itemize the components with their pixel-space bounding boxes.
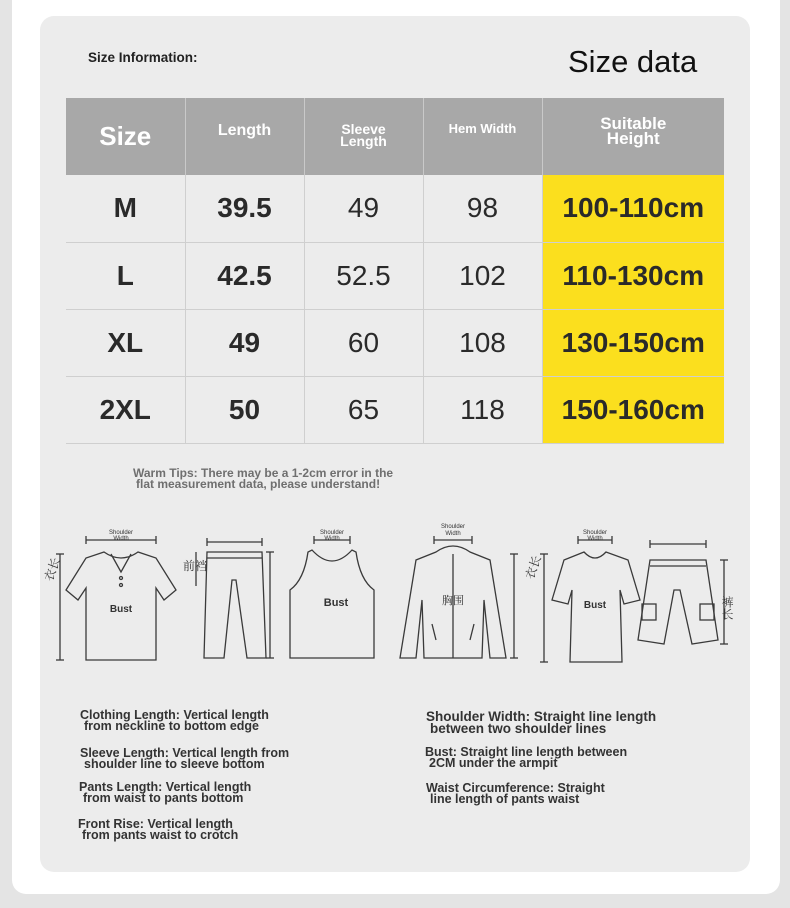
header-sleeve-line1: Sleeve [341,121,386,137]
header-hem-width: Hem Width [423,98,542,175]
cell-height: 130-150cm [542,309,724,376]
cell-size: 2XL [66,376,185,443]
cell-length: 39.5 [185,175,304,242]
zip-jacket-illustration [400,524,518,658]
def-sleeve-line1: Sleeve Length: Vertical length from [80,746,290,760]
cell-height: 110-130cm [542,242,724,309]
def-clothing-line2: from neckline to bottom edge [84,719,260,733]
cell-hem: 98 [423,175,542,242]
cell-length: 42.5 [185,242,304,309]
shoulder-width-label-2: Width [324,536,340,542]
header-suitable-line1: Suitable [600,113,667,133]
chest-cn-label: 胸围 [442,595,464,607]
warm-tips-line2: flat measurement data, please understand! [136,477,381,491]
header-suitable-height [542,98,724,175]
def-waist [426,783,605,805]
pants-length-cn-label: 裤长 [720,596,734,620]
size-information-label: Size Information: [88,50,198,65]
def-clothing-length [80,710,269,732]
tank-top-illustration [290,530,374,658]
cell-height: 150-160cm [542,376,724,443]
def-shoulder-line1: Shoulder Width: Straight line length [426,709,657,724]
shoulder-width-label-2: Width [587,536,603,542]
header-sleeve-line2: Length [340,133,387,149]
cell-size: XL [66,309,185,376]
shoulder-width-label: Shoulder [108,530,134,536]
cell-sleeve: 52.5 [304,242,423,309]
size-row [66,309,724,376]
def-bust-line1: Bust: Straight line length between [425,745,628,759]
def-rise-line2: from pants waist to crotch [82,828,239,842]
cell-length: 50 [185,376,304,443]
size-data-title: Size data [568,44,698,79]
warm-tips [133,468,463,490]
def-clothing-line1: Clothing Length: Vertical length [80,708,269,722]
cell-hem: 108 [423,309,542,376]
def-bust [425,747,627,769]
size-row [66,175,724,242]
cell-sleeve: 60 [304,309,423,376]
size-table [66,98,724,444]
header-sleeve-length [304,98,423,175]
def-waist-line1: Waist Circumference: Straight [426,781,605,795]
def-pants-line1: Pants Length: Vertical length [79,780,252,794]
shoulder-width-label-2: Width [445,531,461,537]
def-pants-line2: from waist to pants bottom [83,791,244,805]
shoulder-width-label-2: Width [113,536,129,542]
def-shoulder-width [426,711,656,735]
bust-label: Bust [109,604,133,615]
def-sleeve-line2: shoulder line to sleeve bottom [84,757,265,771]
cell-size: M [66,175,185,242]
cell-hem: 102 [423,242,542,309]
length-cn-label: 衣长 [41,555,64,584]
header-size: Size [66,98,185,175]
bust-label: Bust [323,597,349,609]
shorts-illustration [638,540,734,644]
bust-label: Bust [583,600,607,611]
cell-height: 100-110cm [542,175,724,242]
warm-tips-line1: Warm Tips: There may be a 1-2cm error in the [133,466,394,480]
polo-shirt-illustration [42,530,176,660]
def-waist-line2: line length of pants waist [430,792,580,806]
length-cn-label: 衣长 [522,553,545,582]
size-row [66,242,724,309]
size-row [66,376,724,443]
def-shoulder-line2: between two shoulder lines [430,721,607,736]
cell-hem: 118 [423,376,542,443]
cell-size: L [66,242,185,309]
header-length: Length [185,98,304,175]
def-bust-line2: 2CM under the armpit [429,756,558,770]
tshirt-illustration [523,530,640,662]
front-rise-cn-label: 前裆 [183,559,208,573]
def-front-rise [78,819,238,841]
def-pants-length [79,782,251,804]
shoulder-width-label: Shoulder [440,524,466,530]
size-table-header-row [66,98,724,175]
shoulder-width-label: Shoulder [582,530,608,536]
def-rise-line1: Front Rise: Vertical length [78,817,233,831]
cell-sleeve: 65 [304,376,423,443]
cell-sleeve: 49 [304,175,423,242]
shoulder-width-label: Shoulder [319,530,345,536]
header-suitable-line2: Height [606,128,660,148]
long-pants-illustration [183,538,274,658]
measurement-illustrations [41,520,749,670]
def-sleeve-length [80,748,289,770]
cell-length: 49 [185,309,304,376]
